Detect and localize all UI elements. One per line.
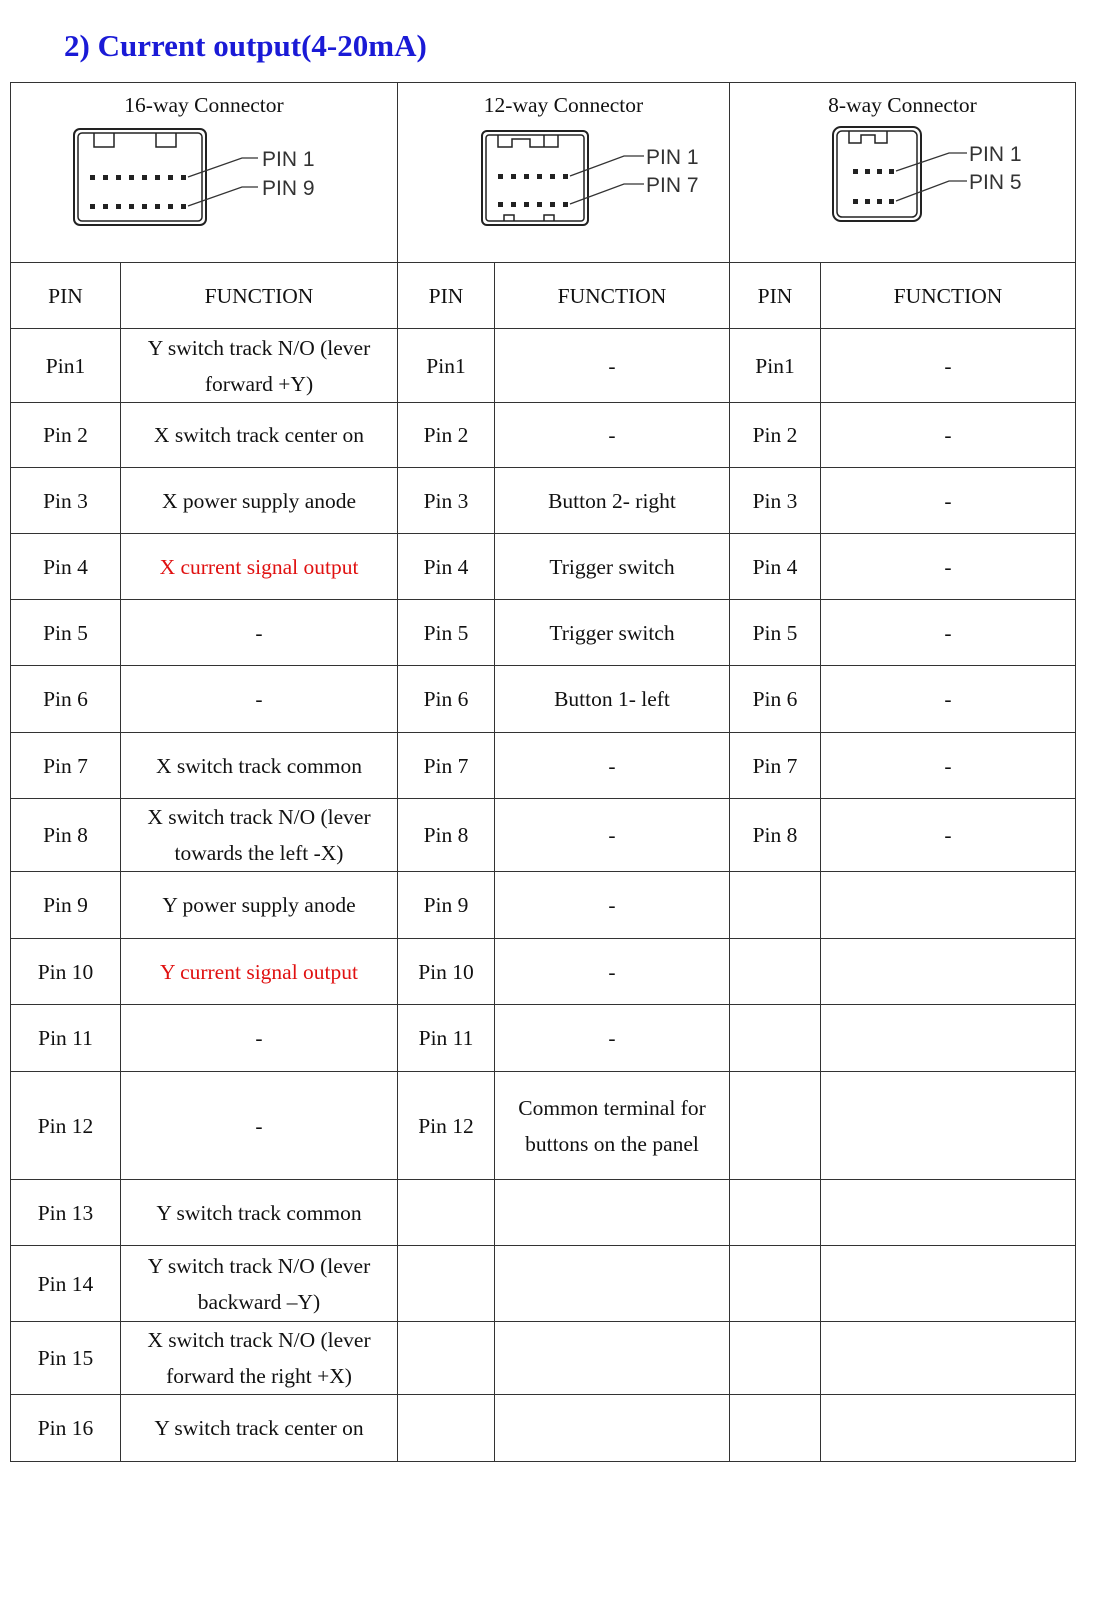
function-cell: Trigger switch bbox=[495, 600, 730, 666]
function-cell: - bbox=[821, 733, 1076, 799]
function-cell: Y current signal output bbox=[121, 939, 398, 1005]
pin-cell: Pin 8 bbox=[398, 799, 495, 872]
table-row bbox=[11, 403, 1076, 468]
function-cell: X power supply anode bbox=[121, 468, 398, 534]
pin-cell: Pin 13 bbox=[11, 1180, 121, 1246]
table-row bbox=[11, 939, 1076, 1005]
pin-cell bbox=[730, 872, 821, 939]
pin-cell: Pin 6 bbox=[11, 666, 121, 733]
header-row bbox=[11, 263, 1076, 329]
pin-cell: Pin1 bbox=[730, 329, 821, 403]
pin-cell bbox=[730, 1395, 821, 1462]
function-cell: - bbox=[821, 403, 1076, 468]
pin-cell bbox=[398, 1322, 495, 1395]
column-header: PIN bbox=[11, 263, 121, 329]
pin-cell: Pin 3 bbox=[398, 468, 495, 534]
connector-row bbox=[11, 83, 1076, 263]
pin-cell: Pin 4 bbox=[11, 534, 121, 600]
connector-name: 12-way Connector bbox=[483, 93, 644, 117]
pin-label: PIN 5 bbox=[968, 171, 1022, 194]
pin-cell: Pin 2 bbox=[398, 403, 495, 468]
pin-cell bbox=[730, 1072, 821, 1180]
pin-cell: Pin 6 bbox=[398, 666, 495, 733]
function-cell: X current signal output bbox=[121, 534, 398, 600]
pin-cell: Pin1 bbox=[398, 329, 495, 403]
function-cell bbox=[821, 1246, 1076, 1322]
function-cell: Y switch track N/O (lever backward –Y) bbox=[121, 1246, 398, 1322]
pin-cell: Pin 8 bbox=[11, 799, 121, 872]
pinout-table bbox=[10, 82, 1076, 1462]
table-row bbox=[11, 329, 1076, 403]
function-cell: - bbox=[495, 939, 730, 1005]
table-row bbox=[11, 1395, 1076, 1462]
pin-cell: Pin 8 bbox=[730, 799, 821, 872]
pin-cell bbox=[730, 1246, 821, 1322]
function-cell: - bbox=[495, 1005, 730, 1072]
pin-cell: Pin 12 bbox=[11, 1072, 121, 1180]
function-cell: - bbox=[821, 534, 1076, 600]
table-row bbox=[11, 666, 1076, 733]
pin-cell: Pin 4 bbox=[730, 534, 821, 600]
pin-cell: Pin 6 bbox=[730, 666, 821, 733]
function-cell: X switch track N/O (lever forward the right +X) bbox=[121, 1322, 398, 1395]
function-cell: - bbox=[121, 666, 398, 733]
pin-cell: Pin 4 bbox=[398, 534, 495, 600]
function-cell: X switch track common bbox=[121, 733, 398, 799]
pin-cell: Pin 14 bbox=[11, 1246, 121, 1322]
pin-cell bbox=[730, 939, 821, 1005]
column-header: FUNCTION bbox=[821, 263, 1076, 329]
function-cell bbox=[821, 1005, 1076, 1072]
function-cell bbox=[495, 1180, 730, 1246]
pin-cell: Pin 9 bbox=[11, 872, 121, 939]
pin-cell: Pin 5 bbox=[11, 600, 121, 666]
table-row bbox=[11, 799, 1076, 872]
function-cell: - bbox=[495, 872, 730, 939]
table-row bbox=[11, 1246, 1076, 1322]
connector-16-diagram-icon bbox=[64, 123, 344, 243]
pin-cell: Pin 11 bbox=[11, 1005, 121, 1072]
pin-label: PIN 1 bbox=[262, 148, 315, 171]
table-row bbox=[11, 468, 1076, 534]
pin-label: PIN 1 bbox=[645, 146, 699, 169]
function-cell: - bbox=[821, 600, 1076, 666]
pin-cell: Pin 10 bbox=[398, 939, 495, 1005]
function-cell: Button 2- right bbox=[495, 468, 730, 534]
function-cell bbox=[821, 1322, 1076, 1395]
function-cell: Trigger switch bbox=[495, 534, 730, 600]
pin-cell: Pin 15 bbox=[11, 1322, 121, 1395]
column-header: PIN bbox=[730, 263, 821, 329]
pin-cell: Pin 3 bbox=[730, 468, 821, 534]
pin-cell bbox=[398, 1180, 495, 1246]
pin-label: PIN 7 bbox=[645, 174, 699, 197]
pin-cell: Pin 7 bbox=[398, 733, 495, 799]
function-cell: Y switch track center on bbox=[121, 1395, 398, 1462]
pin-cell: Pin 5 bbox=[398, 600, 495, 666]
function-cell: Button 1- left bbox=[495, 666, 730, 733]
connector-name: 8-way Connector bbox=[828, 93, 977, 117]
function-cell bbox=[821, 1395, 1076, 1462]
table-row bbox=[11, 534, 1076, 600]
pin-cell bbox=[730, 1322, 821, 1395]
connector-12-way bbox=[398, 83, 730, 263]
connector-name: 16-way Connector bbox=[124, 93, 284, 117]
function-cell: Y switch track N/O (lever forward +Y) bbox=[121, 329, 398, 403]
table-row bbox=[11, 1072, 1076, 1180]
table-row bbox=[11, 733, 1076, 799]
connector-8-way bbox=[730, 83, 1076, 263]
function-cell: - bbox=[495, 799, 730, 872]
column-header: PIN bbox=[398, 263, 495, 329]
function-cell: - bbox=[821, 666, 1076, 733]
pin-cell: Pin 9 bbox=[398, 872, 495, 939]
pin-cell: Pin 3 bbox=[11, 468, 121, 534]
function-cell bbox=[821, 1072, 1076, 1180]
function-cell: - bbox=[121, 1072, 398, 1180]
connector-8-diagram-icon bbox=[753, 123, 1053, 243]
function-cell: Y power supply anode bbox=[121, 872, 398, 939]
function-cell: X switch track center on bbox=[121, 403, 398, 468]
function-cell: - bbox=[495, 403, 730, 468]
function-cell: - bbox=[821, 468, 1076, 534]
pin-cell: Pin 2 bbox=[11, 403, 121, 468]
function-cell bbox=[495, 1246, 730, 1322]
pin-label: PIN 1 bbox=[968, 143, 1022, 166]
pin-cell: Pin1 bbox=[11, 329, 121, 403]
connector-12-diagram-icon bbox=[424, 123, 704, 243]
table-row bbox=[11, 1322, 1076, 1395]
function-cell bbox=[821, 1180, 1076, 1246]
pin-cell: Pin 10 bbox=[11, 939, 121, 1005]
column-header: FUNCTION bbox=[495, 263, 730, 329]
function-cell bbox=[495, 1395, 730, 1462]
function-cell: Y switch track common bbox=[121, 1180, 398, 1246]
pin-cell: Pin 7 bbox=[11, 733, 121, 799]
connector-16-way bbox=[11, 83, 398, 263]
pin-cell bbox=[398, 1246, 495, 1322]
function-cell bbox=[495, 1322, 730, 1395]
pin-cell: Pin 5 bbox=[730, 600, 821, 666]
table-row bbox=[11, 872, 1076, 939]
table-row bbox=[11, 1005, 1076, 1072]
pin-cell: Pin 12 bbox=[398, 1072, 495, 1180]
function-cell bbox=[821, 872, 1076, 939]
pin-cell: Pin 7 bbox=[730, 733, 821, 799]
pin-cell: Pin 11 bbox=[398, 1005, 495, 1072]
pin-cell bbox=[730, 1180, 821, 1246]
section-title: 2) Current output(4-20mA) bbox=[64, 28, 427, 63]
pin-cell: Pin 2 bbox=[730, 403, 821, 468]
function-cell: - bbox=[821, 799, 1076, 872]
function-cell: - bbox=[121, 1005, 398, 1072]
function-cell: X switch track N/O (lever towards the left -X) bbox=[121, 799, 398, 872]
function-cell: - bbox=[821, 329, 1076, 403]
table-row bbox=[11, 600, 1076, 666]
function-cell: Common terminal for buttons on the panel bbox=[495, 1072, 730, 1180]
column-header: FUNCTION bbox=[121, 263, 398, 329]
function-cell: - bbox=[121, 600, 398, 666]
function-cell: - bbox=[495, 733, 730, 799]
pin-cell bbox=[398, 1395, 495, 1462]
function-cell bbox=[821, 939, 1076, 1005]
pin-label: PIN 9 bbox=[262, 177, 315, 200]
pin-cell bbox=[730, 1005, 821, 1072]
function-cell: - bbox=[495, 329, 730, 403]
table-row bbox=[11, 1180, 1076, 1246]
pin-cell: Pin 16 bbox=[11, 1395, 121, 1462]
